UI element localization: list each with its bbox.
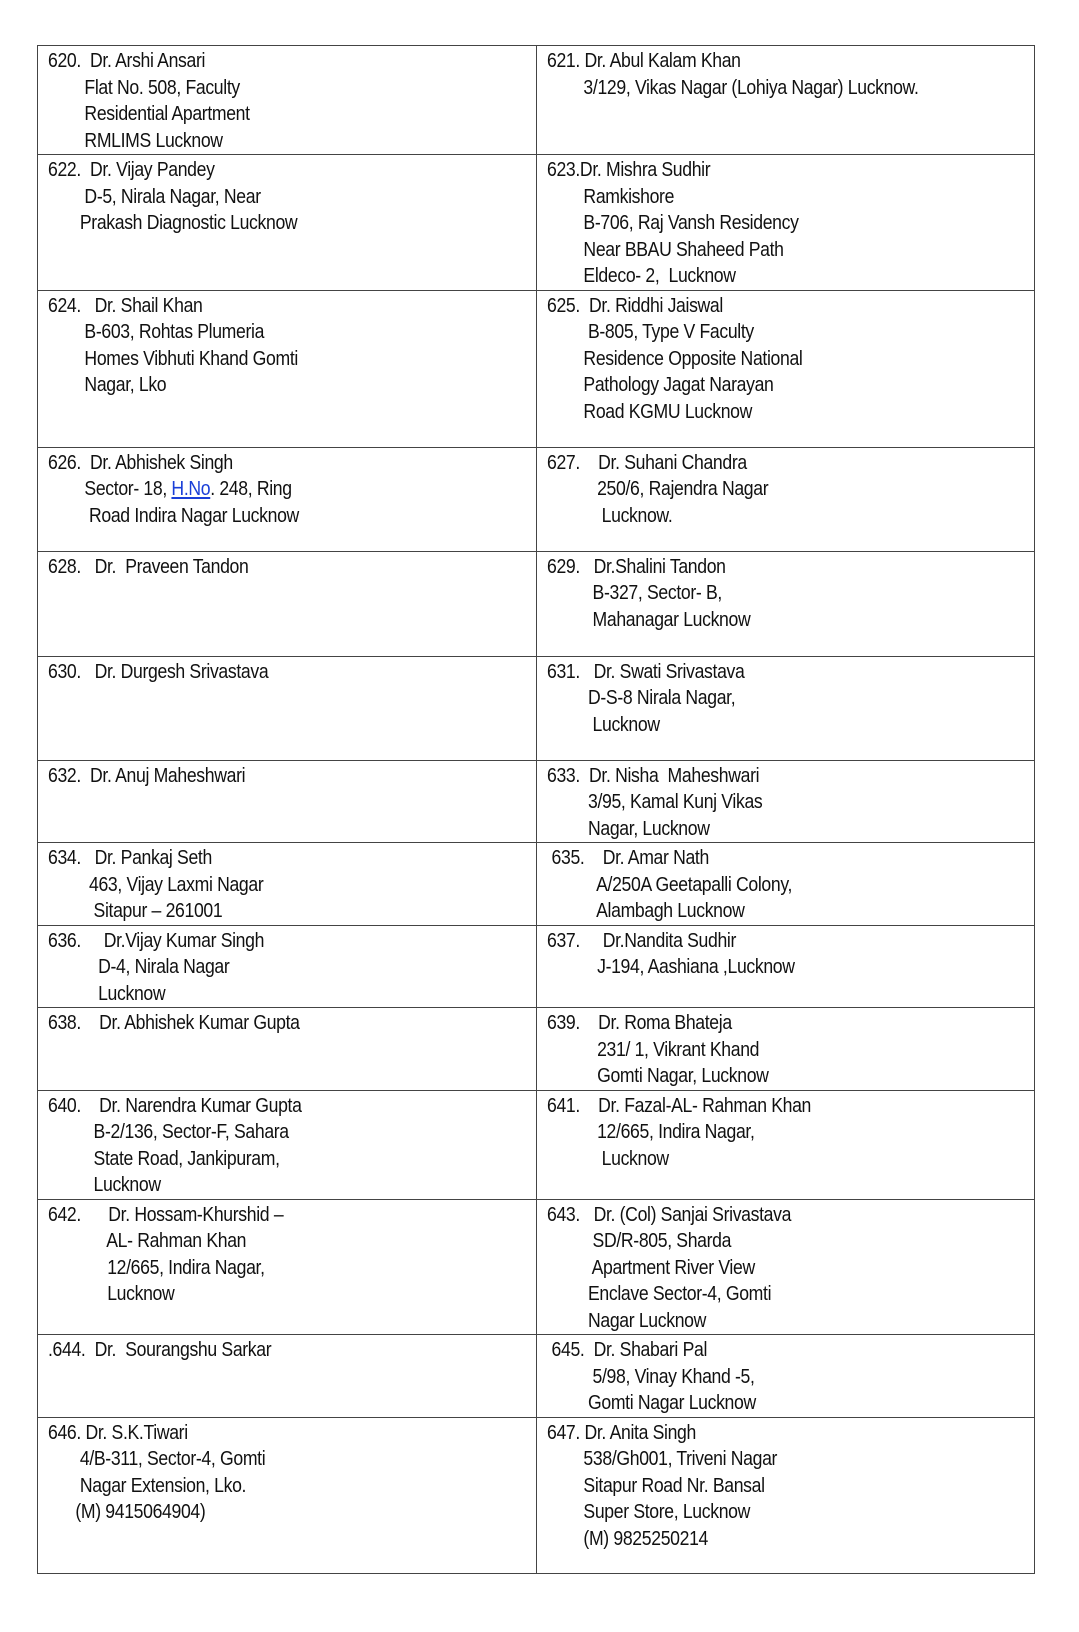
entry-cell xyxy=(38,760,537,843)
table-row xyxy=(38,46,1035,155)
entry-line: Apartment River View xyxy=(546,1255,755,1279)
entry-line: 642. Dr. Hossam-Khurshid – xyxy=(48,1202,284,1226)
entry-line: Lucknow. xyxy=(546,503,672,527)
entry-line: 647. Dr. Anita Singh xyxy=(546,1420,696,1444)
entry-cell xyxy=(536,1335,1035,1418)
entry-line: Road KGMU Lucknow xyxy=(546,399,752,423)
entry-line: 639. Dr. Roma Bhateja xyxy=(546,1011,732,1034)
table-row xyxy=(38,843,1035,926)
directory-entry xyxy=(48,928,524,1008)
entry-cell xyxy=(38,155,537,291)
entry-line: 12/665, Indira Nagar, xyxy=(546,1120,755,1143)
entry-line: 5/98, Vinay Khand -5, xyxy=(546,1364,755,1388)
entry-cell xyxy=(536,46,1035,155)
entry-line: Pathology Jagat Narayan xyxy=(546,373,774,396)
entry-cell xyxy=(38,1008,537,1091)
entry-line: 3/95, Kamal Kunj Vikas xyxy=(546,790,762,813)
entry-cell xyxy=(38,1417,537,1573)
entry-line: 623.Dr. Mishra Sudhir xyxy=(546,158,710,181)
entry-line: Homes Vibhuti Khand Gomti xyxy=(48,346,298,370)
entry-line: Ramkishore xyxy=(546,184,674,208)
entry-line: Lucknow xyxy=(48,1282,175,1305)
entry-line: 630. Dr. Durgesh Srivastava xyxy=(48,659,269,683)
entry-line: Lucknow xyxy=(48,1173,161,1196)
directory-entry xyxy=(547,1202,1023,1335)
entry-line xyxy=(48,476,524,503)
entry-line: 632. Dr. Anuj Maheshwari xyxy=(48,763,246,787)
entry-cell xyxy=(38,1090,537,1199)
entry-cell xyxy=(536,1199,1035,1335)
entry-line: 627. Dr. Suhani Chandra xyxy=(546,450,747,474)
table-row xyxy=(38,551,1035,656)
entry-line: 641. Dr. Fazal-AL- Rahman Khan xyxy=(546,1093,811,1117)
entry-line: 643. Dr. (Col) Sanjai Srivastava xyxy=(546,1202,791,1226)
directory-entry xyxy=(48,157,524,237)
directory-entry xyxy=(547,928,1023,981)
directory-entry xyxy=(48,1010,524,1037)
entry-line: 538/Gh001, Triveni Nagar xyxy=(546,1447,777,1470)
directory-entry xyxy=(547,157,1023,290)
entry-cell xyxy=(38,1335,537,1418)
table-row xyxy=(38,1335,1035,1418)
directory-entry xyxy=(547,1420,1023,1553)
entry-line: 633. Dr. Nisha Maheshwari xyxy=(546,763,759,787)
entry-line: Sitapur Road Nr. Bansal xyxy=(546,1473,765,1497)
entry-line: 621. Dr. Abul Kalam Khan xyxy=(546,49,741,72)
entry-line: B-706, Raj Vansh Residency xyxy=(546,211,799,234)
entry-cell xyxy=(38,551,537,656)
entry-cell xyxy=(536,1417,1035,1573)
entry-line: Enclave Sector-4, Gomti xyxy=(546,1282,771,1305)
entry-line: 463, Vijay Laxmi Nagar xyxy=(48,872,264,896)
directory-entry xyxy=(547,1093,1023,1173)
entry-cell xyxy=(536,843,1035,926)
entry-line: Gomti Nagar Lucknow xyxy=(546,1391,756,1414)
directory-entry xyxy=(547,1337,1023,1417)
entry-cell xyxy=(536,447,1035,551)
directory-entry xyxy=(48,1202,524,1308)
directory-entry xyxy=(547,763,1023,843)
directory-entry xyxy=(48,293,524,399)
doctor-directory-table xyxy=(37,45,1035,1574)
directory-entry xyxy=(48,48,524,154)
entry-line: (M) 9415064904) xyxy=(48,1500,206,1523)
entry-line: 231/ 1, Vikrant Khand xyxy=(546,1037,759,1061)
directory-entry xyxy=(48,1093,524,1199)
directory-entry xyxy=(547,659,1023,739)
entry-line: 646. Dr. S.K.Tiwari xyxy=(48,1420,188,1444)
entry-line: 636. Dr.Vijay Kumar Singh xyxy=(48,928,265,952)
table-row xyxy=(38,447,1035,551)
entry-line: 622. Dr. Vijay Pandey xyxy=(48,158,215,181)
entry-line: .644. Dr. Sourangshu Sarkar xyxy=(48,1338,272,1361)
entry-line: 626. Dr. Abhishek Singh xyxy=(48,450,233,474)
directory-entry xyxy=(547,293,1023,426)
entry-line: J-194, Aashiana ,Lucknow xyxy=(546,955,795,978)
entry-line: Prakash Diagnostic Lucknow xyxy=(48,211,298,234)
entry-cell xyxy=(536,290,1035,447)
entry-line: 625. Dr. Riddhi Jaiswal xyxy=(546,293,723,317)
entry-cell xyxy=(536,1008,1035,1091)
entry-cell xyxy=(38,656,537,760)
table-body xyxy=(38,46,1035,1574)
entry-line: D-S-8 Nirala Nagar, xyxy=(546,686,735,709)
entry-cell xyxy=(38,447,537,551)
directory-entry xyxy=(48,450,524,530)
entry-line: Lucknow xyxy=(546,712,660,736)
entry-cell xyxy=(536,656,1035,760)
entry-line: 12/665, Indira Nagar, xyxy=(48,1255,265,1279)
directory-entry xyxy=(547,450,1023,530)
directory-entry xyxy=(48,1420,524,1526)
entry-line-text: Sector- 18, xyxy=(48,477,172,500)
entry-line: 637. Dr.Nandita Sudhir xyxy=(546,928,736,952)
entry-line: B-2/136, Sector-F, Sahara xyxy=(48,1120,289,1143)
entry-line: RMLIMS Lucknow xyxy=(48,128,223,152)
directory-entry xyxy=(48,554,524,581)
entry-line: Alambagh Lucknow xyxy=(546,899,744,922)
entry-line: Sitapur – 261001 xyxy=(48,899,223,922)
entry-cell xyxy=(536,760,1035,843)
entry-cell xyxy=(38,290,537,447)
entry-cell xyxy=(536,1090,1035,1199)
entry-line-text: . 248, Ring xyxy=(210,477,292,500)
directory-entry xyxy=(48,659,524,686)
entry-line: B-603, Rohtas Plumeria xyxy=(48,320,265,343)
entry-line: A/250A Geetapalli Colony, xyxy=(546,872,792,896)
entry-line: 4/B-311, Sector-4, Gomti xyxy=(48,1447,266,1470)
table-row xyxy=(38,1008,1035,1091)
entry-line: Nagar Extension, Lko. xyxy=(48,1473,247,1497)
entry-line: 634. Dr. Pankaj Seth xyxy=(48,846,212,869)
directory-entry xyxy=(547,48,1023,101)
table-row xyxy=(38,1199,1035,1335)
entry-line: 631. Dr. Swati Srivastava xyxy=(546,659,744,683)
entry-line: AL- Rahman Khan xyxy=(48,1229,247,1252)
entry-line: 640. Dr. Narendra Kumar Gupta xyxy=(48,1093,302,1117)
directory-entry xyxy=(48,845,524,925)
entry-line: Nagar, Lko xyxy=(48,373,167,396)
directory-entry xyxy=(48,763,524,790)
entry-line: Residential Apartment xyxy=(48,102,250,125)
entry-line: Super Store, Lucknow xyxy=(546,1500,750,1523)
entry-cell xyxy=(38,925,537,1008)
entry-line: Flat No. 508, Faculty xyxy=(48,75,240,99)
entry-line: 645. Dr. Shabari Pal xyxy=(546,1338,707,1361)
entry-line: 638. Dr. Abhishek Kumar Gupta xyxy=(48,1011,300,1034)
entry-line: Mahanagar Lucknow xyxy=(546,607,750,631)
directory-entry xyxy=(547,1010,1023,1090)
entry-line: 620. Dr. Arshi Ansari xyxy=(48,49,206,72)
entry-line: Lucknow xyxy=(546,1146,669,1170)
house-number-link[interactable]: H.No xyxy=(171,477,211,500)
entry-line: State Road, Jankipuram, xyxy=(48,1146,280,1170)
table-row xyxy=(38,155,1035,291)
entry-line: Residence Opposite National xyxy=(546,346,803,370)
entry-line: Lucknow xyxy=(48,981,166,1005)
entry-line: B-327, Sector- B, xyxy=(546,581,722,604)
entry-line: D-5, Nirala Nagar, Near xyxy=(48,184,261,208)
entry-line: B-805, Type V Faculty xyxy=(546,320,754,343)
directory-entry xyxy=(48,1337,524,1364)
entry-line: Gomti Nagar, Lucknow xyxy=(546,1064,769,1087)
entry-line: D-4, Nirala Nagar xyxy=(48,955,230,978)
entry-line: 3/129, Vikas Nagar (Lohiya Nagar) Lucknow. xyxy=(546,75,919,99)
entry-cell xyxy=(38,843,537,926)
table-row xyxy=(38,1090,1035,1199)
entry-cell xyxy=(536,551,1035,656)
entry-line: 628. Dr. Praveen Tandon xyxy=(48,554,249,578)
entry-line: 635. Dr. Amar Nath xyxy=(546,846,709,869)
entry-line: Nagar, Lucknow xyxy=(546,816,710,840)
table-row xyxy=(38,760,1035,843)
table-row xyxy=(38,1417,1035,1573)
entry-line: Near BBAU Shaheed Path xyxy=(546,237,784,261)
entry-line: Nagar Lucknow xyxy=(546,1308,706,1332)
entry-line: SD/R-805, Sharda xyxy=(546,1229,731,1252)
table-row xyxy=(38,290,1035,447)
entry-cell xyxy=(536,155,1035,291)
table-row xyxy=(38,925,1035,1008)
entry-cell xyxy=(38,1199,537,1335)
entry-cell xyxy=(536,925,1035,1008)
entry-line: 629. Dr.Shalini Tandon xyxy=(546,554,726,578)
entry-line: 250/6, Rajendra Nagar xyxy=(546,477,768,500)
directory-entry xyxy=(547,845,1023,925)
entry-line: Road Indira Nagar Lucknow xyxy=(48,503,299,527)
entry-cell xyxy=(38,46,537,155)
table-row xyxy=(38,656,1035,760)
entry-line: (M) 9825250214 xyxy=(546,1526,708,1550)
entry-line: 624. Dr. Shail Khan xyxy=(48,293,203,317)
directory-entry xyxy=(547,554,1023,634)
entry-line: Eldeco- 2, Lucknow xyxy=(546,264,736,287)
